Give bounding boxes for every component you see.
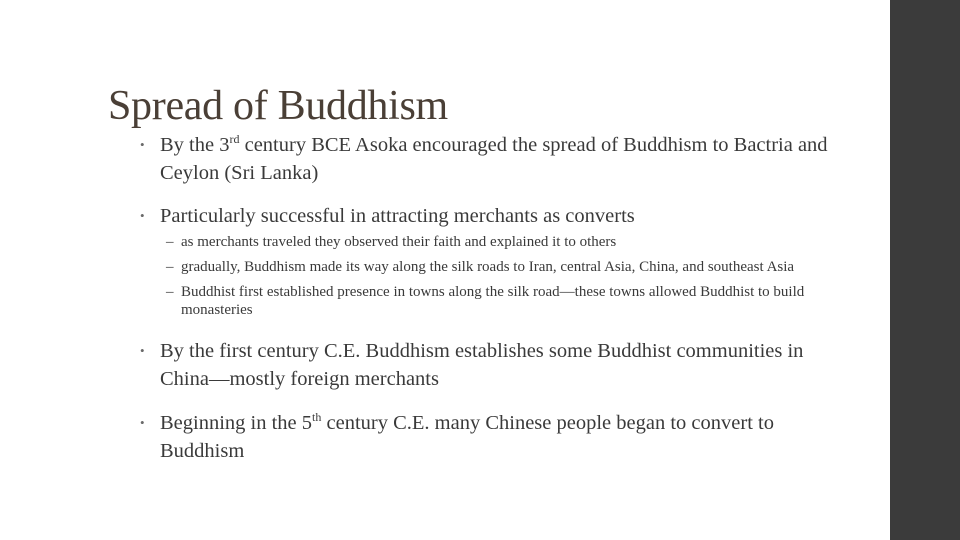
sub-bullet-dash: –: [166, 284, 174, 300]
bullet-text: Particularly successful in attracting merchants as converts: [160, 205, 635, 227]
bullet-dot: •: [140, 343, 145, 358]
bullet-dot: •: [140, 137, 145, 152]
ordinal-suffix: rd: [229, 132, 240, 146]
bullet-text: By the first century C.E. Buddhism establishes some Buddhist communities in China—mostly foreign merchants: [160, 340, 804, 390]
sub-bullet-text: as merchants traveled they observed their faith and explained it to others: [181, 234, 617, 250]
bullet-dot: •: [140, 208, 145, 223]
bullet-list: [140, 131, 830, 465]
sub-bullet-text: Buddhist first established presence in towns along the silk road—these towns allowed Buddhist to build monasteries: [181, 284, 805, 318]
sub-bullet-text: gradually, Buddhism made its way along the silk roads to Iran, central Asia, China, and southeast Asia: [181, 259, 795, 275]
bullet-merchants: [140, 202, 830, 230]
bullet-dot: •: [140, 415, 145, 430]
sub-bullet-dash: –: [166, 234, 174, 250]
ordinal-suffix: th: [312, 410, 322, 424]
bullet-text: century C.E. many Chinese people began to convert to Buddhism: [160, 412, 774, 462]
bullet-text: century BCE Asoka encouraged the spread of Buddhism to Bactria and Ceylon (Sri Lanka): [160, 134, 828, 184]
sub-bullet-item: [166, 258, 830, 276]
sub-bullet-list: [166, 233, 830, 319]
sub-bullet-dash: –: [166, 259, 174, 275]
bullet-text: By the 3: [160, 134, 230, 156]
side-accent-bar: [890, 0, 960, 540]
sub-bullet-item: [166, 283, 830, 319]
sub-bullet-item: [166, 233, 830, 251]
slide-title: Spread of Buddhism: [108, 83, 448, 129]
bullet-text: Beginning in the 5: [160, 412, 313, 434]
bullet-asoka: [140, 131, 830, 187]
bullet-fifth-century: [140, 409, 830, 465]
bullet-first-century: [140, 337, 830, 393]
